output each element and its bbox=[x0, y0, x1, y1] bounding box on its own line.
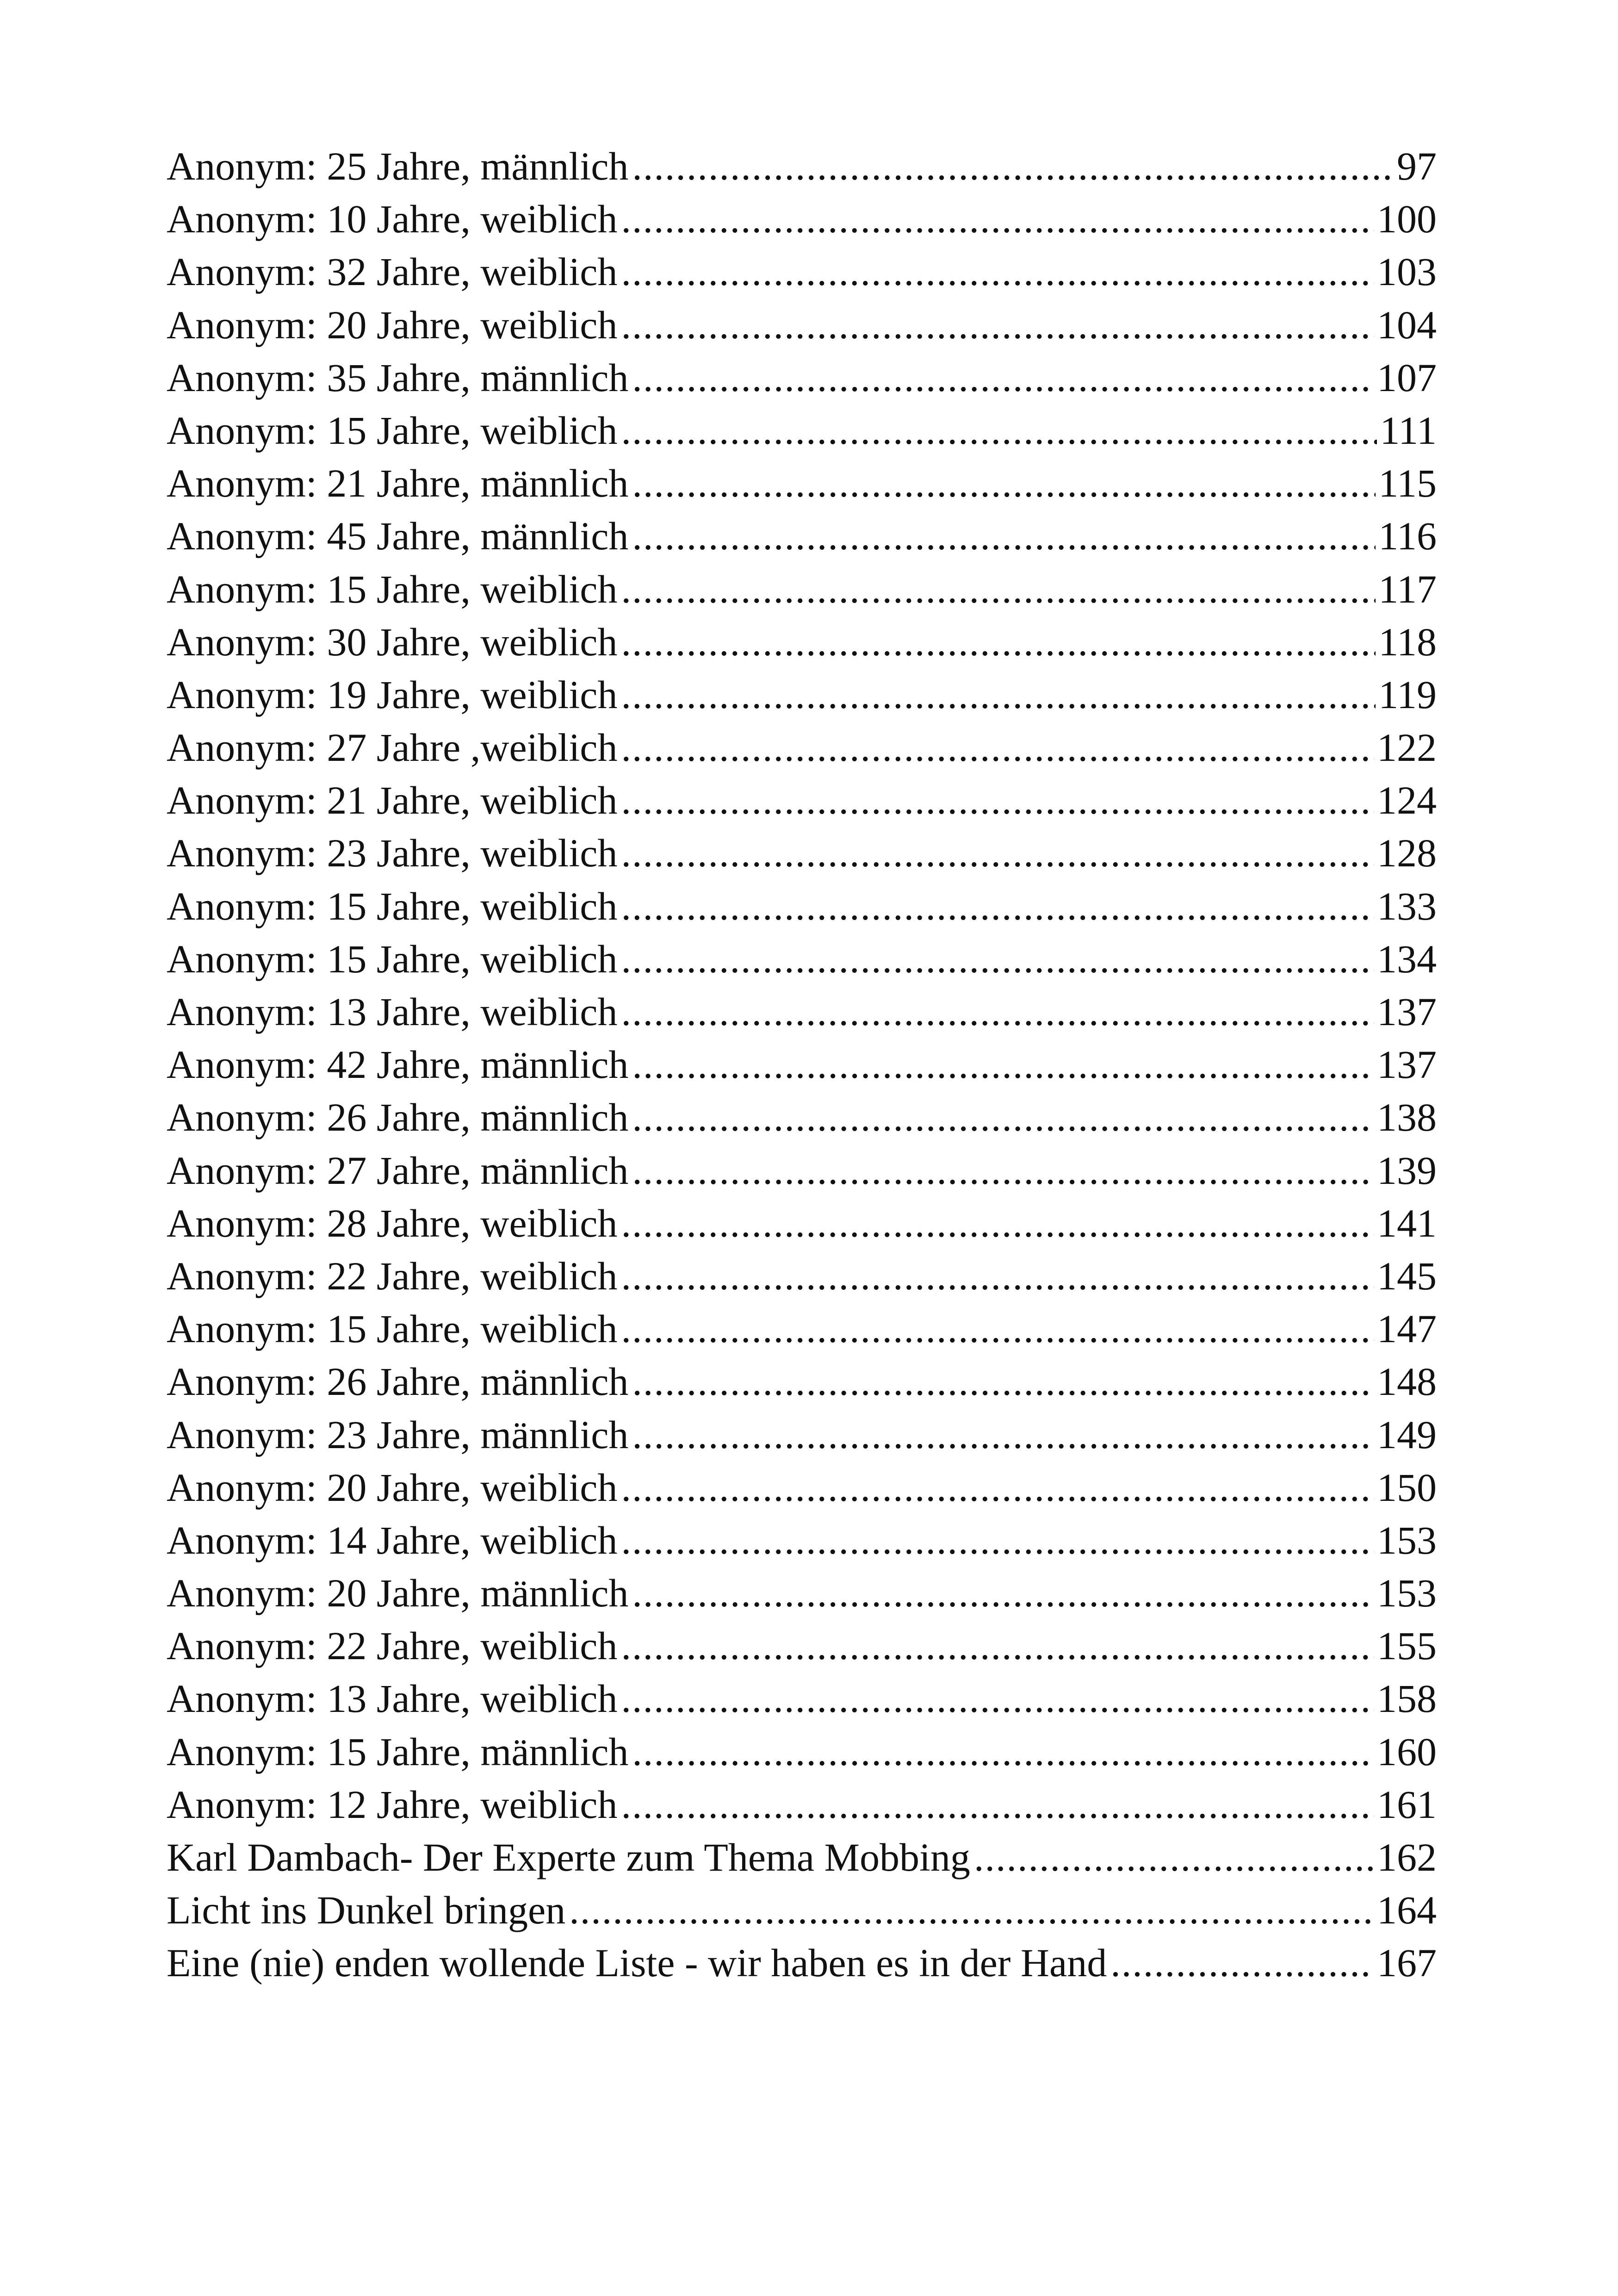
toc-dot-leader bbox=[569, 1884, 1374, 1936]
toc-entry-page-number: 161 bbox=[1377, 1782, 1437, 1827]
toc-dot-leader bbox=[621, 563, 1376, 616]
toc-dot-leader bbox=[621, 1250, 1374, 1302]
toc-entry-title: Anonym: 15 Jahre, weiblich bbox=[167, 566, 618, 611]
toc-entry-title: Anonym: 23 Jahre, weiblich bbox=[167, 831, 618, 876]
toc-entry[interactable] bbox=[167, 1197, 1437, 1250]
toc-entry-title: Anonym: 15 Jahre, weiblich bbox=[167, 408, 618, 453]
toc-entry[interactable] bbox=[167, 1884, 1437, 1936]
toc-entry[interactable] bbox=[167, 1778, 1437, 1831]
toc-entry-title: Anonym: 15 Jahre, weiblich bbox=[167, 936, 618, 981]
toc-entry-page-number: 137 bbox=[1377, 989, 1437, 1034]
toc-dot-leader bbox=[632, 140, 1394, 193]
toc-entry-page-number: 145 bbox=[1377, 1253, 1437, 1298]
toc-entry[interactable] bbox=[167, 299, 1437, 351]
toc-entry[interactable] bbox=[167, 563, 1437, 616]
toc-entry-title: Anonym: 20 Jahre, weiblich bbox=[167, 302, 618, 347]
toc-entry-title: Anonym: 21 Jahre, weiblich bbox=[167, 778, 618, 823]
toc-entry[interactable] bbox=[167, 351, 1437, 404]
toc-dot-leader bbox=[621, 668, 1376, 721]
toc-entry[interactable] bbox=[167, 1725, 1437, 1778]
toc-dot-leader bbox=[621, 1461, 1374, 1514]
toc-entry[interactable] bbox=[167, 1038, 1437, 1091]
toc-entry[interactable] bbox=[167, 1672, 1437, 1725]
toc-dot-leader bbox=[632, 1038, 1374, 1091]
toc-entry-title: Anonym: 27 Jahre, männlich bbox=[167, 1148, 629, 1193]
toc-entry[interactable] bbox=[167, 1091, 1437, 1144]
toc-entry-page-number: 118 bbox=[1378, 619, 1437, 664]
toc-entry[interactable] bbox=[167, 1144, 1437, 1197]
toc-entry-page-number: 119 bbox=[1378, 672, 1437, 717]
toc-entry-page-number: 134 bbox=[1377, 936, 1437, 981]
toc-entry[interactable] bbox=[167, 774, 1437, 827]
toc-dot-leader bbox=[621, 299, 1374, 351]
toc-entry-page-number: 150 bbox=[1377, 1465, 1437, 1510]
toc-entry-title: Anonym: 22 Jahre, weiblich bbox=[167, 1624, 618, 1668]
toc-dot-leader bbox=[621, 933, 1374, 985]
toc-entry-title: Anonym: 23 Jahre, männlich bbox=[167, 1412, 629, 1457]
toc-entry-page-number: 153 bbox=[1377, 1518, 1437, 1562]
toc-dot-leader bbox=[621, 774, 1374, 827]
toc-dot-leader bbox=[621, 880, 1374, 933]
toc-dot-leader bbox=[621, 245, 1374, 298]
toc-dot-leader bbox=[621, 1778, 1374, 1831]
toc-entry-title: Karl Dambach- Der Experte zum Thema Mobbing bbox=[167, 1835, 970, 1879]
table-of-contents bbox=[167, 140, 1437, 1990]
toc-entry-page-number: 147 bbox=[1377, 1307, 1437, 1351]
toc-entry-page-number: 155 bbox=[1377, 1624, 1437, 1668]
toc-entry-page-number: 167 bbox=[1377, 1941, 1437, 1985]
toc-dot-leader bbox=[632, 1144, 1374, 1197]
toc-entry-page-number: 97 bbox=[1397, 144, 1437, 188]
toc-entry[interactable] bbox=[167, 1302, 1437, 1355]
toc-dot-leader bbox=[974, 1831, 1374, 1884]
toc-entry-page-number: 164 bbox=[1377, 1888, 1437, 1933]
toc-entry-title: Anonym: 45 Jahre, männlich bbox=[167, 514, 629, 559]
toc-entry-title: Licht ins Dunkel bringen bbox=[167, 1888, 566, 1933]
toc-entry-page-number: 115 bbox=[1378, 461, 1437, 506]
toc-entry-title: Anonym: 35 Jahre, männlich bbox=[167, 355, 629, 400]
toc-entry[interactable] bbox=[167, 1936, 1437, 1989]
toc-entry-title: Anonym: 14 Jahre, weiblich bbox=[167, 1518, 618, 1562]
toc-dot-leader bbox=[621, 1197, 1374, 1250]
toc-entry-title: Anonym: 20 Jahre, männlich bbox=[167, 1571, 629, 1616]
toc-entry[interactable] bbox=[167, 1567, 1437, 1619]
toc-entry-title: Anonym: 26 Jahre, männlich bbox=[167, 1095, 629, 1140]
toc-entry-title: Anonym: 12 Jahre, weiblich bbox=[167, 1782, 618, 1827]
toc-dot-leader bbox=[621, 404, 1377, 457]
toc-entry-page-number: 117 bbox=[1378, 566, 1437, 611]
toc-dot-leader bbox=[621, 193, 1374, 245]
toc-entry[interactable] bbox=[167, 1619, 1437, 1672]
toc-entry-page-number: 122 bbox=[1377, 725, 1437, 770]
toc-entry-page-number: 149 bbox=[1377, 1412, 1437, 1457]
toc-entry-page-number: 124 bbox=[1377, 778, 1437, 823]
toc-entry[interactable] bbox=[167, 933, 1437, 985]
toc-entry[interactable] bbox=[167, 1461, 1437, 1514]
toc-entry-page-number: 137 bbox=[1377, 1042, 1437, 1087]
toc-entry-title: Anonym: 20 Jahre, weiblich bbox=[167, 1465, 618, 1510]
toc-entry[interactable] bbox=[167, 1514, 1437, 1567]
toc-entry-title: Anonym: 42 Jahre, männlich bbox=[167, 1042, 629, 1087]
toc-dot-leader bbox=[632, 351, 1374, 404]
toc-entry-page-number: 100 bbox=[1377, 197, 1437, 242]
toc-entry-title: Anonym: 27 Jahre ,weiblich bbox=[167, 725, 618, 770]
toc-entry[interactable] bbox=[167, 668, 1437, 721]
toc-entry-title: Anonym: 32 Jahre, weiblich bbox=[167, 249, 618, 294]
toc-entry-title: Anonym: 10 Jahre, weiblich bbox=[167, 197, 618, 242]
toc-dot-leader bbox=[621, 616, 1376, 668]
toc-entry[interactable] bbox=[167, 985, 1437, 1038]
toc-entry-title: Anonym: 13 Jahre, weiblich bbox=[167, 1676, 618, 1721]
toc-entry-page-number: 153 bbox=[1377, 1571, 1437, 1616]
toc-entry-title: Anonym: 13 Jahre, weiblich bbox=[167, 989, 618, 1034]
toc-dot-leader bbox=[632, 1091, 1374, 1144]
toc-entry[interactable] bbox=[167, 721, 1437, 774]
toc-entry-title: Eine (nie) enden wollende Liste - wir haben es in der Hand bbox=[167, 1941, 1107, 1985]
toc-entry-title: Anonym: 15 Jahre, weiblich bbox=[167, 1307, 618, 1351]
toc-dot-leader bbox=[621, 1302, 1374, 1355]
toc-entry-page-number: 103 bbox=[1377, 249, 1437, 294]
toc-dot-leader bbox=[621, 721, 1374, 774]
toc-entry-page-number: 141 bbox=[1377, 1201, 1437, 1245]
toc-entry-page-number: 162 bbox=[1377, 1835, 1437, 1879]
toc-dot-leader bbox=[632, 457, 1376, 510]
toc-entry-page-number: 116 bbox=[1378, 514, 1437, 559]
toc-entry-title: Anonym: 15 Jahre, männlich bbox=[167, 1729, 629, 1774]
toc-dot-leader bbox=[621, 985, 1374, 1038]
toc-entry-page-number: 133 bbox=[1377, 884, 1437, 928]
toc-entry[interactable] bbox=[167, 193, 1437, 245]
toc-dot-leader bbox=[632, 1725, 1374, 1778]
toc-dot-leader bbox=[621, 1619, 1374, 1672]
toc-entry[interactable] bbox=[167, 457, 1437, 510]
toc-entry[interactable] bbox=[167, 616, 1437, 668]
toc-entry[interactable] bbox=[167, 1831, 1437, 1884]
toc-entry-page-number: 107 bbox=[1377, 355, 1437, 400]
toc-entry-page-number: 104 bbox=[1377, 302, 1437, 347]
toc-dot-leader bbox=[632, 1408, 1374, 1461]
toc-entry-page-number: 148 bbox=[1377, 1359, 1437, 1404]
toc-dot-leader bbox=[621, 1672, 1374, 1725]
toc-entry-page-number: 139 bbox=[1377, 1148, 1437, 1193]
toc-dot-leader bbox=[632, 1355, 1374, 1408]
toc-entry[interactable] bbox=[167, 404, 1437, 457]
toc-entry-title: Anonym: 15 Jahre, weiblich bbox=[167, 884, 618, 928]
toc-entry-title: Anonym: 25 Jahre, männlich bbox=[167, 144, 629, 188]
toc-dot-leader bbox=[621, 827, 1374, 879]
toc-dot-leader bbox=[632, 1567, 1374, 1619]
toc-entry-page-number: 128 bbox=[1377, 831, 1437, 876]
toc-entry-title: Anonym: 21 Jahre, männlich bbox=[167, 461, 629, 506]
toc-dot-leader bbox=[1110, 1936, 1374, 1989]
toc-entry[interactable] bbox=[167, 880, 1437, 933]
toc-entry[interactable] bbox=[167, 827, 1437, 879]
toc-entry[interactable] bbox=[167, 1355, 1437, 1408]
toc-entry-title: Anonym: 22 Jahre, weiblich bbox=[167, 1253, 618, 1298]
toc-entry[interactable] bbox=[167, 1250, 1437, 1302]
toc-entry[interactable] bbox=[167, 245, 1437, 298]
toc-entry-page-number: 160 bbox=[1377, 1729, 1437, 1774]
toc-entry-title: Anonym: 26 Jahre, männlich bbox=[167, 1359, 629, 1404]
toc-entry-title: Anonym: 28 Jahre, weiblich bbox=[167, 1201, 618, 1245]
toc-entry-title: Anonym: 19 Jahre, weiblich bbox=[167, 672, 618, 717]
toc-entry[interactable] bbox=[167, 1408, 1437, 1461]
toc-entry-page-number: 158 bbox=[1377, 1676, 1437, 1721]
toc-entry-page-number: 138 bbox=[1377, 1095, 1437, 1140]
toc-entry[interactable] bbox=[167, 510, 1437, 562]
toc-entry-title: Anonym: 30 Jahre, weiblich bbox=[167, 619, 618, 664]
toc-dot-leader bbox=[621, 1514, 1374, 1567]
toc-dot-leader bbox=[632, 510, 1376, 562]
toc-entry-page-number: 111 bbox=[1380, 408, 1437, 453]
toc-entry[interactable] bbox=[167, 140, 1437, 193]
